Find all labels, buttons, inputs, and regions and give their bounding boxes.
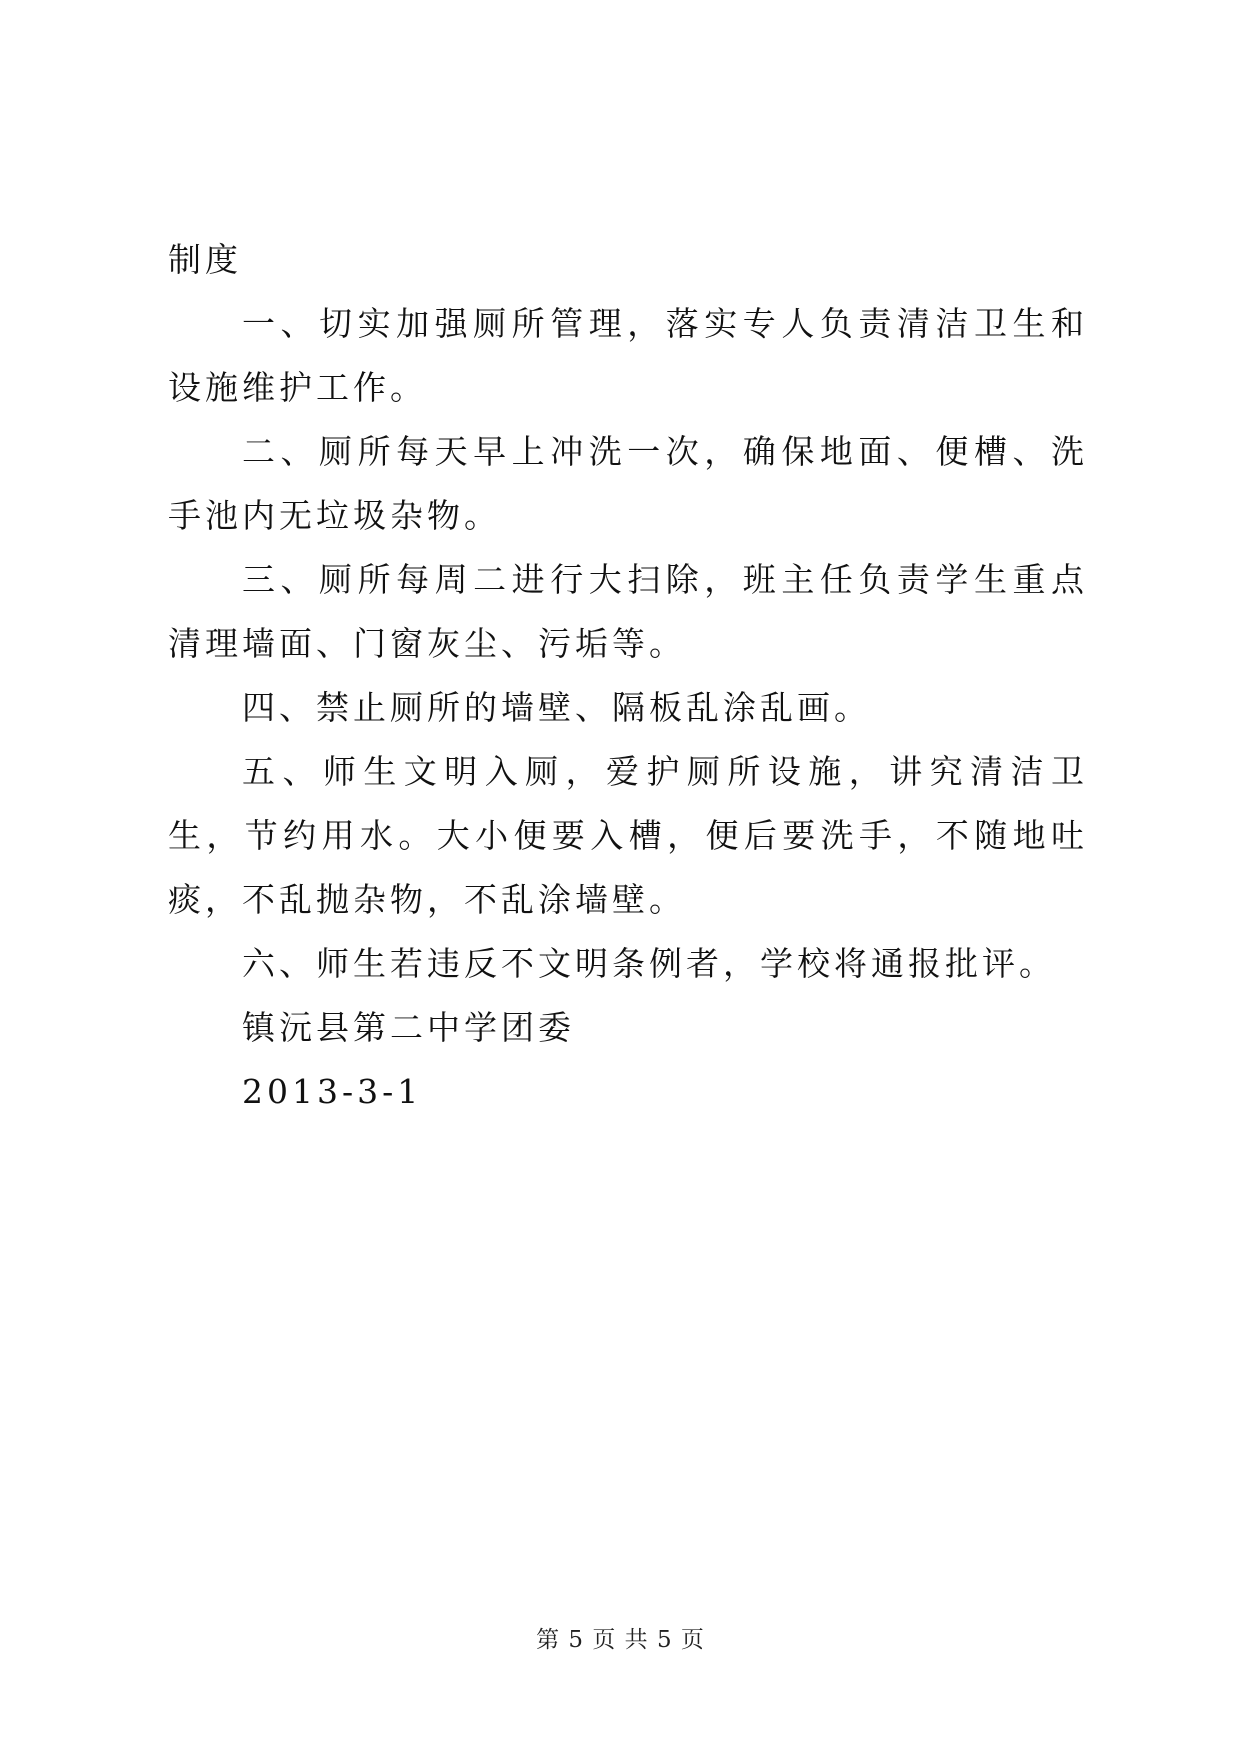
date: 2013-3-1	[242, 1072, 423, 1111]
paragraph-4: 四、禁止厕所的墙壁、隔板乱涂乱画。	[242, 688, 871, 727]
paragraph-2: 二、厕所每天早上冲洗一次，确保地面、便槽、洗手池内无垃圾杂物。	[168, 432, 1088, 535]
paragraph-5: 五、师生文明入厕，爱护厕所设施，讲究清洁卫生，节约用水。大小便要入槽，便后要洗手，不随地吐痰，不乱抛杂物，不乱涂墙壁。	[168, 752, 1088, 919]
signature: 镇沅县第二中学团委	[242, 1008, 575, 1047]
paragraph-6: 六、师生若违反不文明条例者，学校将通报批评。	[242, 944, 1056, 983]
page-indicator: 第 5 页 共 5 页	[536, 1627, 705, 1653]
heading-tail: 制度	[168, 240, 242, 279]
page-footer	[0, 1621, 1241, 1654]
paragraph-3: 三、厕所每周二进行大扫除，班主任负责学生重点清理墙面、门窗灰尘、污垢等。	[168, 560, 1088, 663]
paragraph-1: 一、切实加强厕所管理，落实专人负责清洁卫生和设施维护工作。	[168, 304, 1088, 407]
document-body	[168, 228, 1088, 1124]
